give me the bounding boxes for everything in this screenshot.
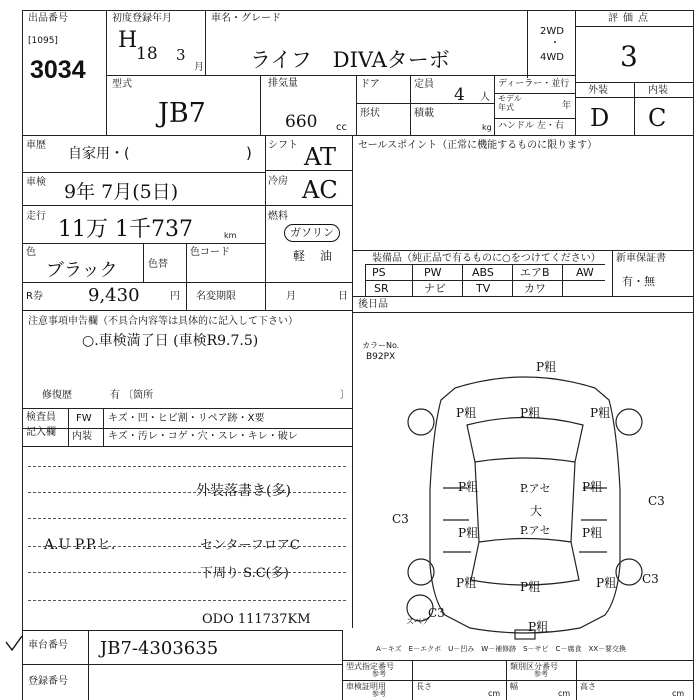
capacity-unit: 人 (480, 92, 490, 103)
model-year-label: モデル 年式 (498, 94, 522, 112)
mileage-unit: km (224, 231, 237, 240)
mark-hood: P粗 (520, 406, 541, 420)
spare-label: スペア (406, 617, 430, 626)
displacement-label: 排気量 (268, 78, 298, 89)
mark-rear-left: P粗 (456, 576, 477, 590)
name-value: ライフ DIVAターボ (250, 48, 450, 72)
equip-ps: PS (372, 266, 386, 279)
lot-small: [1095] (28, 36, 58, 46)
model-label: 型式 (112, 79, 132, 90)
color-code-label: 色コード (190, 247, 230, 258)
class-sub: 参考 (534, 670, 548, 678)
repair-value: 有 〔箇所 (110, 390, 154, 401)
equip-tv: TV (476, 282, 491, 295)
mark-front-right: P粗 (590, 406, 611, 420)
repair-label: 修復歴 (42, 390, 72, 401)
equip-airbag: エアB (520, 266, 550, 279)
interior-items: キズ・汚レ・コゲ・穴・スレ・キレ・破レ (108, 431, 298, 442)
fw-label: FW (76, 413, 92, 424)
interior-label: 内装 (648, 85, 668, 96)
after-label: 後日品 (358, 299, 388, 310)
mark-door-rl: P粗 (458, 526, 479, 540)
notes-label: 注意事項申告欄（不具合内容等は具体的に記入して下さい） (28, 316, 298, 327)
name-change-day: 日 (338, 291, 348, 302)
inspection-interior-label: 内装 (72, 431, 92, 442)
width-unit: cm (558, 689, 571, 698)
name-label: 車名・グレード (211, 13, 281, 24)
displacement-value: 660 (285, 112, 318, 132)
fuel-kei: 軽 (293, 249, 306, 263)
interior-grade: C (648, 104, 667, 132)
load-unit: kg (482, 123, 492, 132)
remark-line-2b: センターフロアC (200, 538, 300, 553)
recycle-label: R券 (26, 291, 43, 302)
mark-rear: P粗 (528, 620, 549, 634)
equipment-label: 装備品（純正品で有るものに○をつけてください） (372, 253, 601, 264)
lot-label: 出品番号 (28, 13, 68, 24)
shaken-label: 車検 (26, 177, 46, 188)
handle-label: ハンドル 左・右 (498, 121, 564, 131)
remark-line-1: 外装落書き(多) (196, 483, 291, 499)
color-value: ブラック (46, 260, 118, 281)
drive-2wd: 2WD (540, 26, 564, 37)
mark-front-left: P粗 (456, 406, 477, 420)
fw-items: キズ・凹・ヒビ割・リペア跡・X要 (108, 413, 265, 424)
usage-value: 自家用・( (68, 146, 130, 162)
reg-label: 登録番号 (28, 676, 68, 687)
capacity-value: 4 (454, 85, 465, 105)
notes-value: ○.車検満了日 (車検R9.7.5) (82, 333, 259, 349)
model-value: JB7 (158, 98, 206, 129)
mark-roof-b: 大 (530, 504, 543, 518)
spec-sub: 参考 (372, 670, 386, 678)
width-label: 幅 (510, 682, 518, 691)
remark-line-4: ODO 111737KM (202, 612, 311, 627)
equip-navi: ナビ (424, 282, 446, 295)
color-no-label: カラーNo. (362, 341, 400, 350)
inspector-label: 検査員 記入欄 (26, 412, 56, 438)
fuel-gasoline: ガソリン (284, 224, 340, 242)
dealer-label: ディーラー・並行 (498, 79, 570, 89)
load-label: 積載 (414, 108, 434, 119)
mark-roof-c: P.アセ (520, 524, 551, 537)
shaken-value: 9年 7月(5日) (64, 181, 179, 203)
name-change-month: 月 (286, 291, 296, 302)
mark-c3-right-upper: C3 (648, 494, 665, 508)
first-reg-label: 初度登録年月 (112, 13, 172, 24)
shift-label: シフト (268, 140, 298, 151)
lot-number: 3034 (30, 56, 86, 84)
fuel-label: 燃料 (268, 211, 288, 222)
remark-line-3: 下周り S.C(多) (200, 566, 289, 581)
spec-label: 型式指定番号 (346, 662, 394, 671)
equip-sr: SR (374, 282, 389, 295)
month-unit: 月 (194, 62, 204, 73)
score-label: 評価点 (608, 13, 653, 24)
chassis-value: JB7-4303635 (100, 638, 219, 659)
mark-rear-right: P粗 (596, 576, 617, 590)
height-unit: cm (672, 689, 685, 698)
mark-door-rr: P粗 (582, 526, 603, 540)
fuel-diesel: 油 (320, 249, 333, 263)
first-reg-month: 3 (176, 46, 186, 64)
score-value: 3 (620, 40, 638, 73)
length-unit: cm (488, 689, 501, 698)
mark-door-fl: P粗 (458, 480, 479, 494)
class-label: 類別区分番号 (510, 662, 558, 671)
name-change-label: 名変期限 (196, 291, 236, 302)
check-mark-icon (4, 634, 24, 654)
mileage-label: 走行 (26, 211, 46, 222)
height-label: 高さ (580, 682, 596, 691)
length-label: 長さ (416, 682, 432, 691)
mark-c3-spare: C3 (428, 606, 445, 620)
capacity-label: 定員 (414, 79, 434, 90)
repair-close: 〕 (340, 390, 350, 401)
usage-close: ) (246, 144, 252, 162)
mark-front: P粗 (536, 360, 557, 374)
color-no-value: B92PX (366, 352, 396, 362)
door-label: ドア (360, 79, 380, 90)
shift-value: AT (304, 143, 337, 171)
mark-roof-a: P.アセ (520, 482, 551, 495)
equip-pw: PW (424, 266, 442, 279)
color-label: 色 (26, 247, 36, 258)
first-reg-year: 18 (136, 44, 158, 64)
color-change-label: 色替 (148, 259, 168, 270)
legend: A－キズ E－エクボ U－凹み W－補修跡 S－サビ C－腐食 XX－要交換 (376, 645, 627, 653)
mark-door-fr: P粗 (582, 480, 603, 494)
equip-aw: AW (576, 266, 594, 279)
mark-trunk: P粗 (520, 580, 541, 594)
year-unit: 年 (562, 101, 572, 111)
warranty-value: 有・無 (622, 275, 655, 288)
drive-dot: ・ (550, 38, 560, 49)
chassis-label: 車台番号 (28, 640, 68, 651)
warranty-label: 新車保証書 (616, 253, 666, 264)
usage-label: 車歴 (26, 140, 46, 151)
aircon-label: 冷房 (268, 176, 288, 187)
equip-leather: カワ (524, 282, 546, 295)
displacement-unit: cc (336, 122, 347, 133)
mileage-value: 11万 1千737 (58, 217, 193, 242)
sales-point-label: セールスポイント（正常に機能するものに限ります） (358, 140, 598, 151)
yen-unit: 円 (170, 291, 180, 302)
mark-c3-right-lower: C3 (642, 572, 659, 586)
first-reg-era: H (118, 28, 138, 53)
aircon-value: AC (302, 176, 338, 204)
exterior-grade: D (590, 104, 610, 132)
exterior-label: 外装 (588, 85, 608, 96)
drive-4wd: 4WD (540, 52, 564, 63)
recycle-value: 9,430 (88, 285, 140, 306)
shape-label: 形状 (360, 108, 380, 119)
cert-label: 車検証明用 (346, 682, 386, 691)
remark-line-2a: A.U P.P.ヒ. (44, 537, 116, 553)
cert-sub: 参考 (372, 690, 386, 698)
mark-c3-left: C3 (392, 512, 409, 526)
equip-abs: ABS (472, 266, 494, 279)
